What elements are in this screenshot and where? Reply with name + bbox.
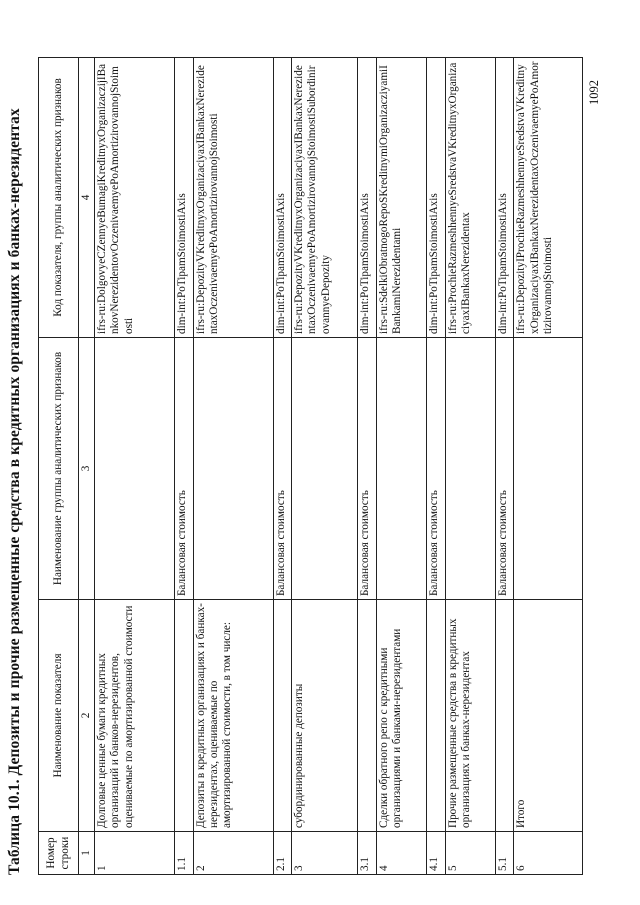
table-row — [273, 58, 292, 875]
indicator-code: dim-int:PoTipamStoimostiAxis — [495, 58, 514, 338]
row-number: 3.1 — [358, 832, 377, 875]
group-name — [445, 338, 495, 600]
indicator-name: Депозиты в кредитных организациях и банках-нерезидентах, оцениваемые по амортизированной стоимости, в том числе: — [193, 600, 273, 832]
header-code: Код показателя, группы аналитических признаков — [39, 58, 79, 338]
row-number: 5.1 — [495, 832, 514, 875]
indicator-code: dim-int:PoTipamStoimostiAxis — [175, 58, 194, 338]
indicator-name — [495, 600, 514, 832]
indicator-name — [427, 600, 446, 832]
table-title: Таблица 10.1. Депозиты и прочие размещенные средства в кредитных организациях и банках-нерезидентах — [6, 108, 23, 875]
indicator-code: ifrs-ru:SdelkiObratnogoRepoSKreditnymiOrganizacziyamiIBankamiNerezidentami — [376, 58, 426, 338]
row-number: 1 — [95, 832, 175, 875]
row-number: 5 — [445, 832, 495, 875]
table-row — [175, 58, 194, 875]
column-index: 3 — [79, 338, 95, 600]
group-name: Балансовая стоимость — [175, 338, 194, 600]
indicator-code: dim-int:PoTipamStoimostiAxis — [273, 58, 292, 338]
table-row — [445, 58, 495, 875]
row-number: 6 — [514, 832, 583, 875]
table-row — [292, 58, 358, 875]
header-row-number: Номер строки — [39, 832, 79, 875]
indicator-name: Прочие размещенные средства в кредитных организациях и банках-нерезидентах — [445, 600, 495, 832]
row-number: 2.1 — [273, 832, 292, 875]
header-group-name: Наименование группы аналитических признаков — [39, 338, 79, 600]
group-name: Балансовая стоимость — [495, 338, 514, 600]
table-row — [427, 58, 446, 875]
indicator-code: dim-int:PoTipamStoimostiAxis — [358, 58, 377, 338]
indicator-code: ifrs-ru:DepozityVKreditnyxOrganizaciyaxIBankaxNerezidentaxOczenivaemyePoAmortizirovannojStoimosti — [193, 58, 273, 338]
indicator-code: ifrs-ru:ProchieRazmeshhennyeSredstvaVKreditnyxOrganizaciyaxIBankaxNerezidentax — [445, 58, 495, 338]
row-number: 4.1 — [427, 832, 446, 875]
column-index: 1 — [79, 832, 95, 875]
indicator-name — [175, 600, 194, 832]
row-number: 4 — [376, 832, 426, 875]
row-number: 3 — [292, 832, 358, 875]
indicator-code: ifrs-ru:DepozityIProchieRazmeshhennyeSredstvaVKreditnyxOrganizaciyaxIBankaxNerezidentaxOczenivaemyePoAmortizirovannojStoimosti — [514, 58, 583, 338]
table-row — [358, 58, 377, 875]
header-indicator-name: Наименование показателя — [39, 600, 79, 832]
header-row — [39, 58, 79, 875]
indicator-name — [273, 600, 292, 832]
group-name: Балансовая стоимость — [273, 338, 292, 600]
table-row — [495, 58, 514, 875]
table-row — [514, 58, 583, 875]
indicator-code: dim-int:PoTipamStoimostiAxis — [427, 58, 446, 338]
table-row — [376, 58, 426, 875]
indicator-code: ifrs-ru:DepozityVKreditnyxOrganizaciyaxIBankaxNerezidentaxOczenivaemyePoAmortizirovannojStoimostiSubordinirovannyeDepozity — [292, 58, 358, 338]
indicator-name: Итого — [514, 600, 583, 832]
page-number: 1092 — [587, 80, 601, 105]
indicator-name: Сделки обратного репо с кредитными организациями и банками-нерезидентами — [376, 600, 426, 832]
group-name — [376, 338, 426, 600]
column-index: 2 — [79, 600, 95, 832]
row-number: 1.1 — [175, 832, 194, 875]
group-name: Балансовая стоимость — [358, 338, 377, 600]
group-name — [514, 338, 583, 600]
indicator-table — [38, 57, 583, 875]
table-row — [95, 58, 175, 875]
group-name — [193, 338, 273, 600]
indicator-name — [358, 600, 377, 832]
group-name — [95, 338, 175, 600]
row-number: 2 — [193, 832, 273, 875]
table-row — [193, 58, 273, 875]
indicator-code: ifrs-ru:DolgovyeCZennyeBumagiKreditnyxOrganizaczijIBankovNerezidentovOczenivaemyePoAmortizirovannojStoimosti — [95, 58, 175, 338]
column-index-row — [79, 58, 95, 875]
group-name — [292, 338, 358, 600]
column-index: 4 — [79, 58, 95, 338]
indicator-name: субординированные депозиты — [292, 600, 358, 832]
group-name: Балансовая стоимость — [427, 338, 446, 600]
indicator-name: Долговые ценные бумаги кредитных организаций и банков-нерезидентов, оцениваемые по амортизированной стоимости — [95, 600, 175, 832]
